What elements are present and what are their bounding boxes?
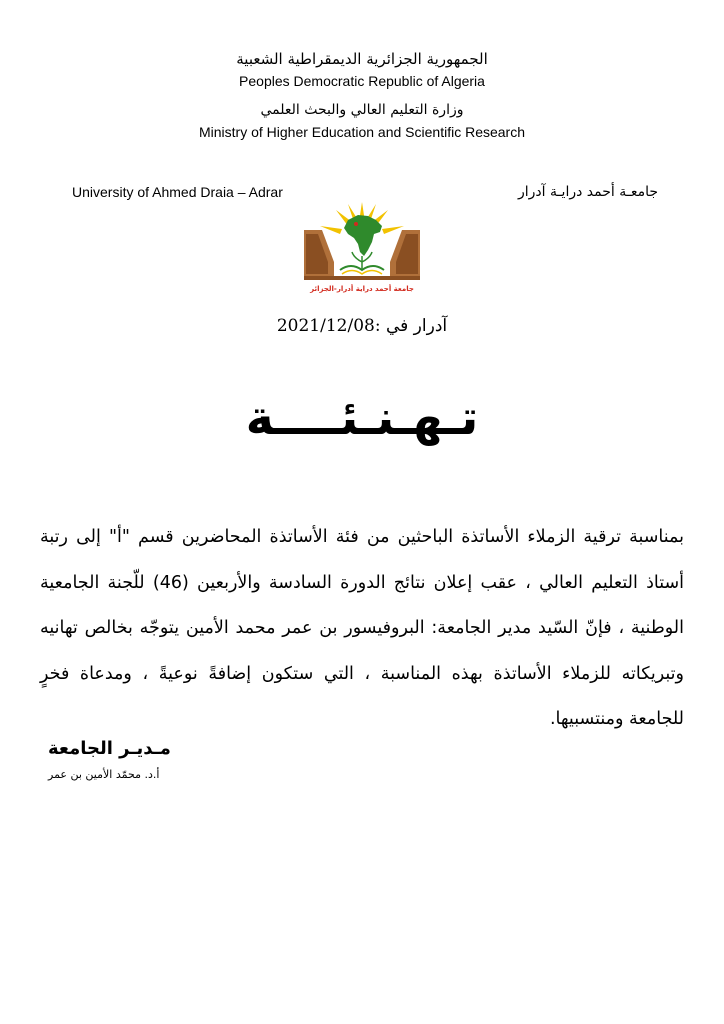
republic-arabic: الجمهورية الجزائرية الديمقراطية الشعبية — [236, 50, 488, 68]
university-logo — [296, 200, 428, 296]
logo-africa-map — [344, 215, 382, 256]
university-name-arabic: جامعـة أحمد درايـة آدرار — [517, 184, 658, 200]
logo-caption: جامعة أحمد دراية أدرار-الجزائر — [310, 285, 414, 293]
date-line: آدرار في :2021/12/08 — [276, 316, 448, 336]
republic-english: Peoples Democratic Republic of Algeria — [239, 73, 485, 89]
signature-name: أ.د. محمّد الأمين بن عمر — [48, 768, 160, 781]
body-paragraph: بمناسبة ترقية الزملاء الأساتذة الباحثين من فئة الأساتذة المحاضرين قسم "أ" إلى رتبة أستاذ التعليم العالي ، عقب إعلان نتائج الدورة السادسة والأربعين (46) للّجنة الجامعية الوطنية ، فإنّ السّيد مدير الجامعة: البروفيسور بن عمر محمد الأمين يتوجّه بخالص تهانيه وتبريكاته للزملاء الأساتذة بهذه المناسبة ، التي ستكون إضافةً نوعيةً ، ومدعاة فخرٍ للجامعة ومنتسبيها. — [40, 527, 685, 729]
logo-marker — [354, 222, 358, 226]
signature-title: مـديـر الجامعة — [48, 738, 171, 759]
ministry-arabic: وزارة التعليم العالي والبحث العلمي — [260, 102, 464, 118]
ministry-english: Ministry of Higher Education and Scientific Research — [198, 124, 526, 140]
university-name-english: University of Ahmed Draia – Adrar — [72, 184, 283, 200]
document-title: تـهـنـئــــة — [245, 390, 479, 446]
